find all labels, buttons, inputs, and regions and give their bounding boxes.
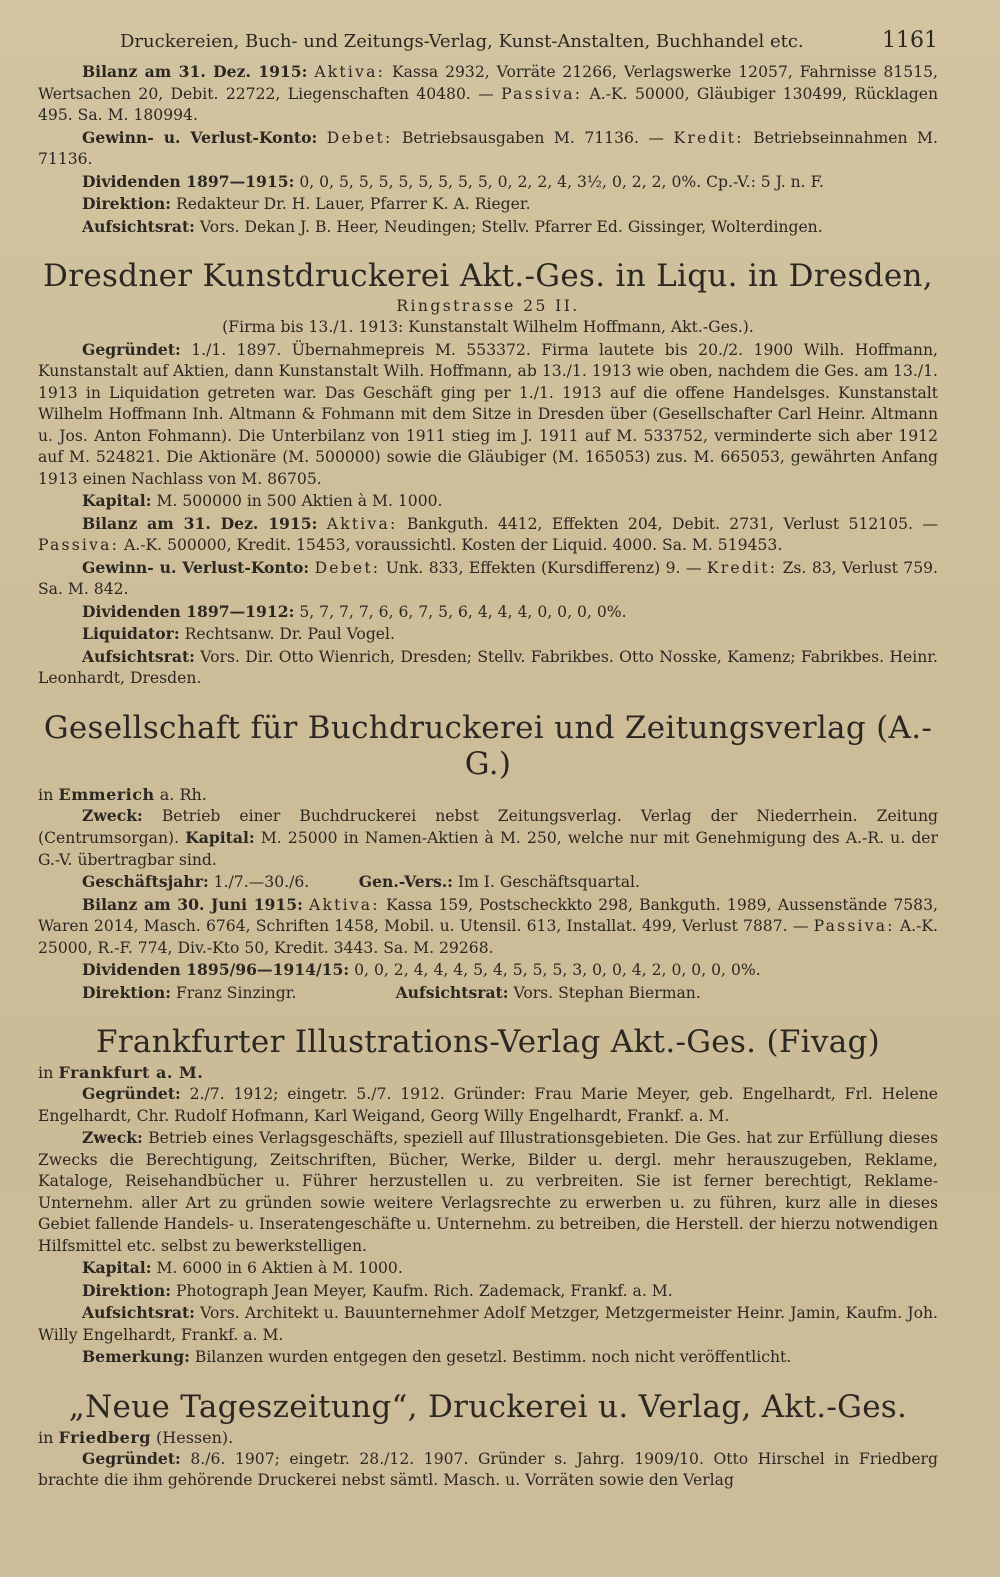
label: Bilanz am 31. Dez. 1915: [82,62,308,81]
dresdner-guv: Gewinn- u. Verlust-Konto: Debet: Unk. 833, Effekten (Kursdifferenz) 9. — Kredit: Zs. 83, Verlust 759. Sa. M. 842. [38,557,939,598]
prev-direktion: Direktion: Redakteur Dr. H. Lauer, Pfarrer K. A. Rieger. [82,194,531,213]
running-header [120,28,938,55]
entry-title-friedberg: „Neue Tageszeitung“, Druckerei u. Verlag, Akt.-Ges. [68,1388,908,1425]
friedberg-gegruendet: Gegründet: 8./6. 1907; eingetr. 28./12. 1907. Gründer s. Jahrg. 1909/10. Otto Hirschel in Friedberg brachte die ihm gehörende Druckerei nebst sämtl. Masch. u. Vorräten sowie den Verlag [38,1448,938,1489]
prev-aufsichtsrat: Aufsichtsrat: Vors. Dekan J. B. Heer, Neudingen; Stellv. Pfarrer Ed. Gissinger, Wolterdingen. [82,216,823,236]
fivag-aufsichtsrat: Aufsichtsrat: Vors. Architekt u. Bauunternehmer Adolf Metzger, Metzgermeister Heinr. Jamin, Kaufm. Joh. Willy Engelhardt, Frankf. a. M. [38,1303,938,1344]
fivag-zweck: Zweck: Betrieb eines Verlagsgeschäfts, speziell auf Illustrationsgebieten. Die Ges. hat zur Erfüllung dieses Zwecks die Berechtigung, Zeitschriften, Bücher, Werke, Bilder u. dergl. mehr herauszugeben, Reklame, Kataloge, Reisehandbücher u. Führer herzustellen u. zu verbreiten. Sie ist ferner berechtigt, Reklame-Unternehm. aller Art zu gründen sowie weitere Verlagsrechte zu erwerben u. zu führen, kurz alle in dieses Gebiet fallende Handels- u. Inseratengeschäfte u. Unternehm. zu betreiben, die Herstell. der hierzu notwendigen Hilfsmittel etc. selbst zu bewerkstelligen. [38,1128,938,1255]
emmerich-location: in Emmerich a. Rh. [38,784,207,804]
fivag-location: in Frankfurt a. M. [38,1063,204,1082]
prev-guv: Gewinn- u. Verlust-Konto: Debet: Betriebsausgaben M. 71136. — Kredit: Betriebseinnahmen M. 71136. [38,127,938,168]
emmerich-dividenden: Dividenden 1895/96—1914/15: 0, 0, 2, 4, 4, 4, 5, 4, 5, 5, 5, 3, 0, 0, 4, 2, 0, 0, 0, 0%. [82,960,761,979]
entry-title-emmerich: Gesellschaft für Buchdruckerei und Zeitungsverlag (A.-G.) [43,709,933,782]
entry-title-fivag: Frankfurter Illustrations-Verlag Akt.-Ges. (Fivag) [95,1024,881,1060]
emmerich-geschaeftsjahr: Geschäftsjahr: 1./7.—30./6. Gen.-Vers.: Im I. Geschäftsquartal. [82,872,640,891]
page-number: 1161 [882,28,938,53]
emmerich-direktion: Direktion: Franz Sinzingr. Aufsichtsrat: Vors. Stephan Bierman. [82,982,701,1002]
dresdner-liquidator: Liquidator: Rechtsanw. Dr. Paul Vogel. [82,624,395,643]
emmerich-bilanz: Bilanz am 30. Juni 1915: Aktiva: Kassa 159, Postscheckkto 298, Bankguth. 1989, Aussenstände 7583, Waren 2014, Masch. 6764, Schriften 1458, Mobil. u. Utensil. 613, Installat. 499, Verlust 7887. — Passiva: A.-K. 25000, R.-F. 774, Div.-Kto 50, Kredit. 3443. Sa. M. 29268. [38,894,938,957]
dresdner-firma: (Firma bis 13./1. 1913: Kunstanstalt Wilhelm Hoffmann, Akt.-Ges.). [222,318,754,336]
entry-title-dresdner: Dresdner Kunstdruckerei Akt.-Ges. in Liqu. in Dresden, [43,258,933,294]
fivag-bemerkung: Bemerkung: Bilanzen wurden entgegen den gesetzl. Bestimm. noch nicht veröffentlicht. [82,1347,792,1366]
friedberg-location: in Friedberg (Hessen). [38,1427,234,1447]
running-title: Druckereien, Buch- und Zeitungs-Verlag, Kunst-Anstalten, Buchhandel etc. [120,31,804,52]
dresdner-bilanz: Bilanz am 31. Dez. 1915: Aktiva: Bankguth. 4412, Effekten 204, Debit. 2731, Verlust 512105. — Passiva: A.-K. 500000, Kredit. 15453, voraussichtl. Kosten der Liquid. 4000. Sa. M. 519453. [38,513,938,554]
fivag-gegruendet: Gegründet: 2./7. 1912; eingetr. 5./7. 1912. Gründer: Frau Marie Meyer, geb. Engelhardt, Frl. Helene Engelhardt, Chr. Rudolf Hofmann, Karl Weigand, Georg Willy Engelhardt, Frankf. a. M. [38,1084,938,1125]
dresdner-dividenden: Dividenden 1897—1912: 5, 7, 7, 7, 6, 6, 7, 5, 6, 4, 4, 4, 0, 0, 0, 0%. [82,601,627,621]
fivag-kapital: Kapital: M. 6000 in 6 Aktien à M. 1000. [82,1258,403,1277]
fivag-direktion: Direktion: Photograph Jean Meyer, Kaufm. Rich. Zademack, Frankf. a. M. [82,1280,673,1300]
dresdner-aufsichtsrat: Aufsichtsrat: Vors. Dir. Otto Wienrich, Dresden; Stellv. Fabrikbes. Otto Nosske, Kamenz; Fabrikbes. Heinr. Leonhardt, Dresden. [38,646,938,687]
emmerich-zweck: Zweck: Betrieb einer Buchdruckerei nebst Zeitungsverlag. Verlag der Niederrhein. Zeitung (Centrumsorgan). Kapital: M. 25000 in Namen-Aktien à M. 250, welche nur mit Genehmigung des A.-R. u. der G.-V. übertragbar sind. [38,805,938,869]
dresdner-gegruendet: Gegründet: 1./1. 1897. Übernahmepreis M. 553372. Firma lautete bis 20./2. 1900 Wilh. Hoffmann, Kunstanstalt auf Aktien, dann Kunstanstalt Wilh. Hoffmann, ab 13./1. 1913 wie oben, nachdem die Ges. am 13./1. 1913 in Liquidation getreten war. Das Geschäft ging per 1./1. 1913 auf die offene Handelsges. Kunstanstalt Wilhelm Hoffmann Inh. Altmann & Fohmann mit dem Sitze in Dresden über (Gesellschafter Carl Heinr. Altmann u. Jos. Anton Fohmann). Die Unterbilanz von 1911 stieg im J. 1911 auf M. 533752, verminderte sich aber 1912 auf M. 524821. Die Aktionäre (M. 500000) sowie die Gläubiger (M. 165053) zus. M. 665053, gewährten Anfang 1913 einen Nachlass von M. 86705. [38,339,938,488]
prev-bilanz: Bilanz am 31. Dez. 1915: Aktiva: Kassa 2932, Vorräte 21266, Verlagswerke 12057, Fahrnisse 81515, Wertsachen 20, Debit. 22722, Liegenschaften 40480. — Passiva: A.-K. 50000, Gläubiger 130499, Rücklagen 495. Sa. M. 180994. [38,62,938,124]
dresdner-address: Ringstrasse 25 II. [396,297,580,315]
dresdner-kapital: Kapital: M. 500000 in 500 Aktien à M. 1000. [82,491,443,510]
prev-dividenden: Dividenden 1897—1915: 0, 0, 5, 5, 5, 5, 5, 5, 5, 5, 0, 2, 2, 4, 3½, 0, 2, 2, 0%. Cp.-V.: 5 J. n. F. [82,171,824,191]
